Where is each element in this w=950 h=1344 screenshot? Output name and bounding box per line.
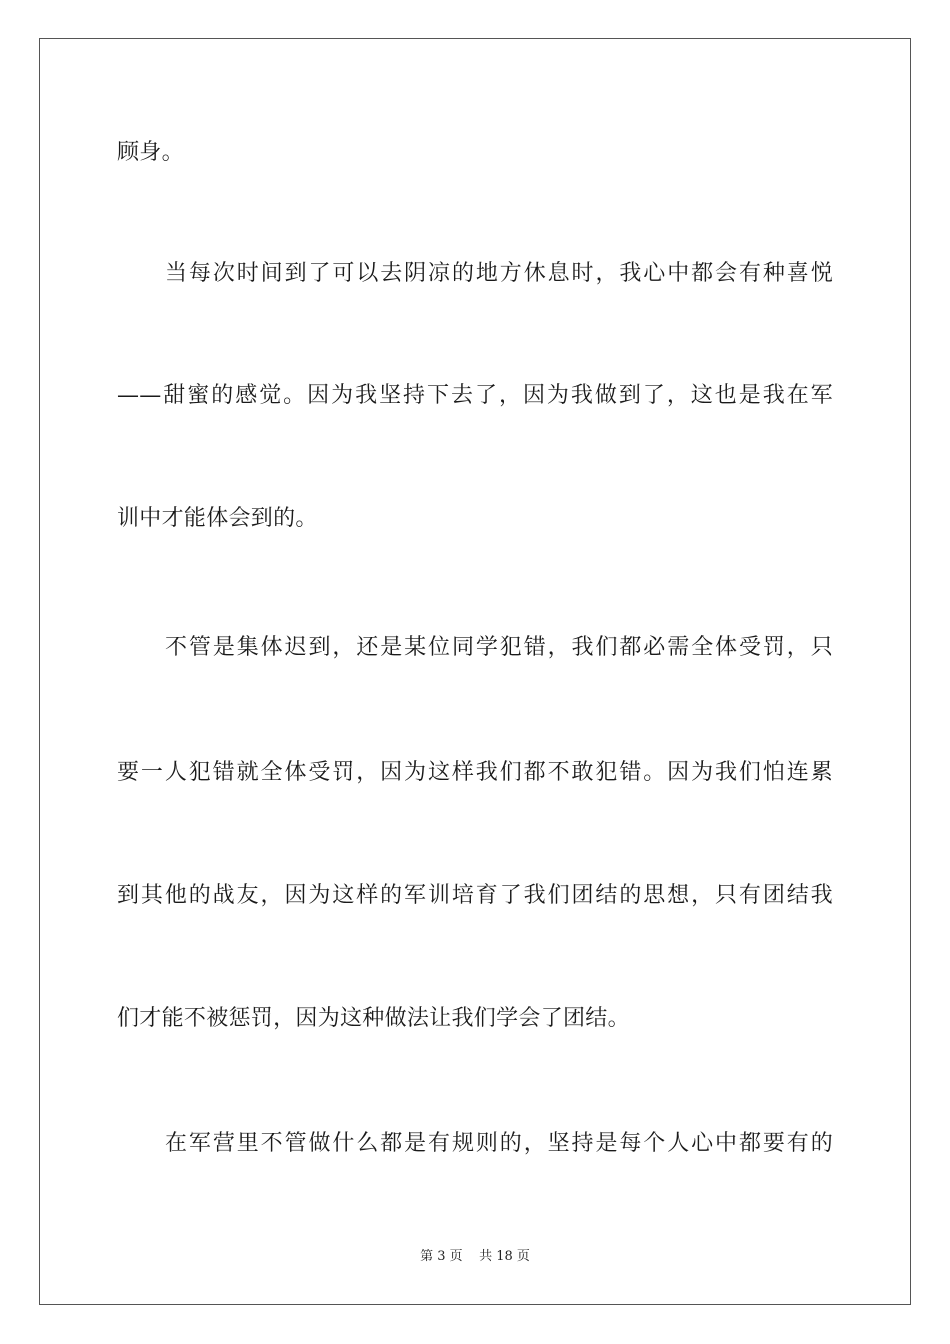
paragraph-line-8: 们才能不被惩罚，因为这种做法让我们学会了团结。 (117, 1006, 630, 1031)
paragraph-line-1: 顾身。 (117, 140, 184, 165)
paragraph-line-6: 要一人犯错就全体受罚，因为这样我们都不敢犯错。因为我们怕连累 (117, 760, 833, 785)
paragraph-line-7: 到其他的战友，因为这样的军训培育了我们团结的思想，只有团结我 (117, 883, 833, 908)
paragraph-line-3: ——甜蜜的感觉。因为我坚持下去了，因为我做到了，这也是我在军 (117, 383, 833, 408)
paragraph-line-5: 不管是集体迟到，还是某位同学犯错，我们都必需全体受罚，只 (165, 635, 833, 660)
paragraph-line-2: 当每次时间到了可以去阴凉的地方休息时，我心中都会有种喜悦 (165, 261, 833, 286)
paragraph-line-4: 训中才能体会到的。 (117, 506, 318, 531)
page-border (39, 38, 911, 1305)
paragraph-line-9: 在军营里不管做什么都是有规则的，坚持是每个人心中都要有的 (165, 1131, 833, 1156)
page-number-footer: 第 3 页 共 18 页 (420, 1249, 530, 1264)
